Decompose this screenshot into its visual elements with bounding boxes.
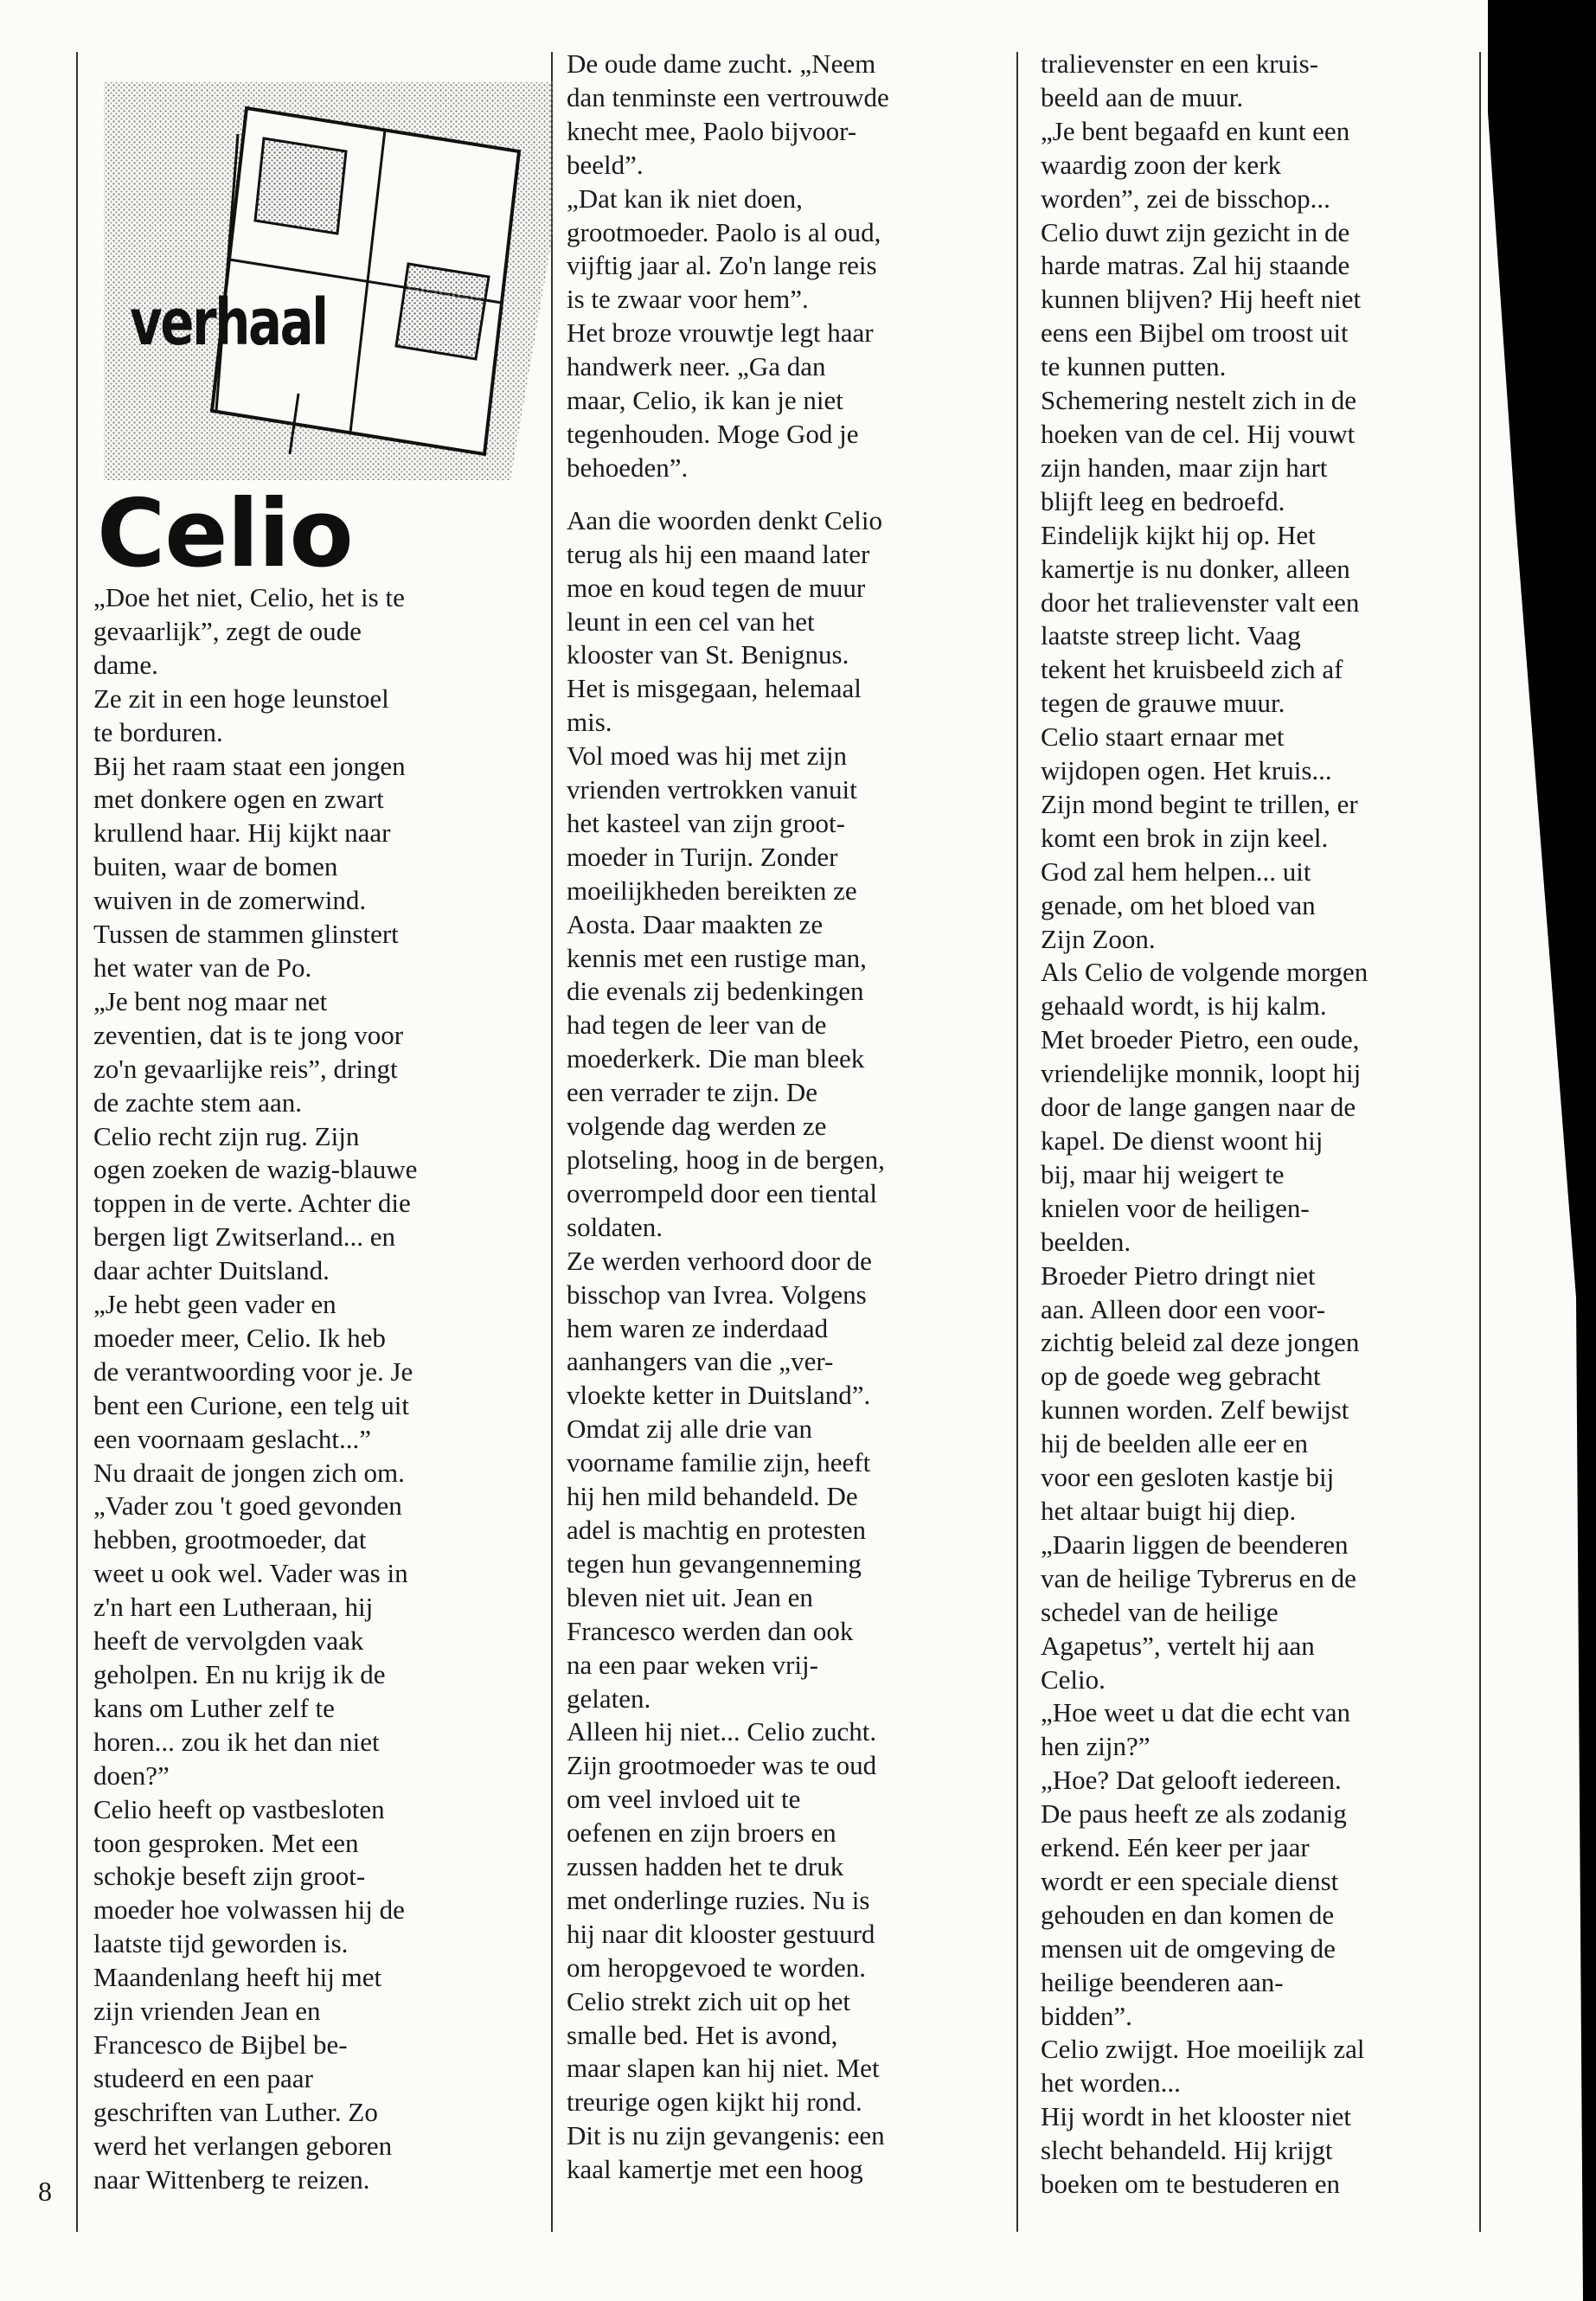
text-line: „Hoe? Dat gelooft iedereen.: [1041, 1765, 1342, 1796]
text-line: wijdopen ogen. Het kruis...: [1041, 755, 1332, 786]
text-line: „Vader zou 't goed gevonden: [93, 1490, 402, 1522]
text-line: geschriften van Luther. Zo: [93, 2096, 378, 2127]
text-line: aanhangers van die „ver-: [567, 1346, 834, 1377]
text-line: Ze werden verhoord door de: [567, 1245, 872, 1276]
text-line: schokje beseft zijn groot-: [93, 1861, 366, 1892]
text-line: mensen uit de omgeving de: [1041, 1932, 1336, 1964]
text-line: moederkerk. Die man bleek: [567, 1043, 865, 1074]
text-line: komt een brok in zijn keel.: [1041, 822, 1329, 853]
page-number: 8: [38, 2176, 52, 2207]
text-line: erkend. Eén keer per jaar: [1041, 1832, 1310, 1863]
text-line: „Je bent nog maar net: [93, 985, 328, 1016]
text-line: waardig zoon der kerk: [1041, 149, 1282, 180]
text-line: adel is machtig en protesten: [567, 1514, 867, 1545]
text-line: om veel invloed uit te: [567, 1784, 801, 1815]
text-line: Het is misgegaan, helemaal: [567, 673, 862, 704]
text-line: leunt in een cel van het: [567, 606, 815, 637]
text-line: harde matras. Zal hij staande: [1041, 250, 1350, 281]
text-line: werd het verlangen geboren: [93, 2130, 393, 2161]
text-line: Dit is nu zijn gevangenis: een: [567, 2120, 885, 2151]
column-rule-2: [1016, 52, 1018, 2232]
text-line: Alleen hij niet... Celio zucht.: [567, 1716, 877, 1747]
text-line: bij, maar hij weigert te: [1041, 1158, 1285, 1189]
text-line: hij hen mild behandeld. De: [567, 1481, 858, 1512]
text-line: ogen zoeken de wazig-blauwe: [93, 1154, 418, 1185]
text-line: doen?”: [93, 1759, 170, 1791]
text-line: mis.: [567, 707, 612, 738]
text-line: Maandenlang heeft hij met: [93, 1962, 382, 1993]
text-line: „Doe het niet, Celio, het is te: [93, 582, 405, 612]
text-line: voorname familie zijn, heeft: [567, 1447, 871, 1478]
text-line: krullend haar. Hij kijkt naar: [93, 817, 391, 849]
text-line: De paus heeft ze als zodanig: [1041, 1798, 1347, 1830]
text-line: Celio heeft op vastbesloten: [93, 1793, 385, 1824]
text-line: handwerk neer. „Ga dan: [567, 351, 826, 382]
column-3: [1041, 48, 1368, 2202]
text-line: kunnen worden. Zelf bewijst: [1041, 1394, 1349, 1426]
text-line: maar, Celio, ik kan je niet: [567, 385, 843, 416]
column-2-top: [567, 48, 889, 485]
text-line: slecht behandeld. Hij krijgt: [1041, 2135, 1333, 2166]
text-line: laatste streep licht. Vaag: [1041, 620, 1301, 651]
column-rule-right: [1479, 52, 1481, 2232]
text-line: wuiven in de zomerwind.: [93, 885, 367, 916]
text-line: Aosta. Daar maakten ze: [567, 908, 824, 939]
window-illustration: [87, 48, 554, 489]
text-line: wordt er een speciale dienst: [1041, 1865, 1339, 1896]
text-line: tegenhouden. Moge God je: [567, 418, 859, 449]
text-line: Celio.: [1041, 1663, 1106, 1695]
text-line: Vol moed was hij met zijn: [567, 740, 848, 772]
text-line: moeder hoe volwassen hij de: [93, 1894, 405, 1926]
text-line: zo'n gevaarlijke reis”, dringt: [93, 1053, 398, 1084]
text-line: maar slapen kan hij niet. Met: [567, 2053, 880, 2084]
text-line: Als Celio de volgende morgen: [1041, 957, 1368, 988]
text-line: „Je hebt geen vader en: [93, 1289, 337, 1320]
text-line: die evenals zij bedenkingen: [567, 976, 864, 1007]
text-line: het worden...: [1041, 2067, 1181, 2099]
text-line: Broeder Pietro dringt niet: [1041, 1259, 1316, 1291]
column-2-bottom: [567, 504, 889, 2187]
text-line: hij naar dit klooster gestuurd: [567, 1918, 875, 1949]
text-line: genade, om het bloed van: [1041, 889, 1316, 920]
text-line: tegen de grauwe muur.: [1041, 688, 1285, 719]
text-line: dame.: [93, 649, 158, 680]
text-line: eens een Bijbel om troost uit: [1041, 317, 1349, 349]
text-line: „Hoe weet u dat die echt van: [1041, 1697, 1351, 1728]
text-line: Met broeder Pietro, een oude,: [1041, 1024, 1360, 1055]
text-line: vriendelijke monnik, loopt hij: [1041, 1058, 1362, 1089]
text-line: weet u ook wel. Vader was in: [93, 1558, 408, 1589]
text-line: beelden.: [1041, 1226, 1131, 1257]
text-line: zijn vrienden Jean en: [93, 1996, 321, 2027]
text-line: Celio recht zijn rug. Zijn: [93, 1120, 360, 1151]
text-line: De oude dame zucht. „Neem: [567, 48, 876, 79]
text-line: grootmoeder. Paolo is al oud,: [567, 216, 881, 247]
text-line: kunnen blijven? Hij heeft niet: [1041, 284, 1362, 315]
text-line: het water van de Po.: [93, 952, 312, 983]
text-line: bent een Curione, een telg uit: [93, 1389, 409, 1420]
text-line: gehouden en dan komen de: [1041, 1899, 1335, 1930]
text-line: hen zijn?”: [1041, 1731, 1151, 1762]
text-line: z'n hart een Lutheraan, hij: [93, 1592, 374, 1623]
text-line: tekent het kruisbeeld zich af: [1041, 654, 1343, 685]
text-line: blijft leeg en bedroefd.: [1041, 485, 1285, 516]
edge-black-wedge: [1481, 0, 1596, 2301]
text-line: oefenen en zijn broers en: [567, 1817, 836, 1849]
text-line: vloekte ketter in Duitsland”.: [567, 1380, 871, 1411]
text-line: tegen hun gevangenneming: [567, 1548, 862, 1579]
text-line: tralievenster en een kruis-: [1041, 48, 1319, 79]
text-line: Celio duwt zijn gezicht in de: [1041, 216, 1350, 247]
text-line: geholpen. En nu krijg ik de: [93, 1659, 386, 1689]
column-1: [93, 581, 417, 2197]
column-2: [567, 48, 889, 2187]
text-line: een verrader te zijn. De: [567, 1077, 818, 1108]
text-line: zeventien, dat is te jong voor: [93, 1019, 404, 1050]
text-line: Ze zit in een hoge leunstoel: [93, 683, 389, 714]
text-line: „Je bent begaafd en kunt een: [1041, 115, 1350, 146]
text-line: Hij wordt in het klooster niet: [1041, 2101, 1352, 2132]
text-line: moeder in Turijn. Zonder: [567, 841, 838, 872]
text-line: kans om Luther zelf te: [93, 1692, 335, 1723]
text-line: de verantwoording voor je. Je: [93, 1356, 413, 1387]
text-line: laatste tijd geworden is.: [93, 1928, 349, 1959]
text-line: gevaarlijk”, zegt de oude: [93, 615, 362, 646]
text-line: Celio strekt zich uit op het: [567, 1985, 851, 2016]
text-line: door de lange gangen naar de: [1041, 1092, 1356, 1123]
text-line: daar achter Duitsland.: [93, 1255, 330, 1286]
text-line: te kunnen putten.: [1041, 351, 1227, 382]
text-line: schedel van de heilige: [1041, 1596, 1279, 1627]
text-line: Agapetus”, vertelt hij aan: [1041, 1630, 1315, 1661]
text-line: gelaten.: [567, 1682, 651, 1714]
text-line: Het broze vrouwtje legt haar: [567, 317, 874, 349]
section-label: verhaal: [130, 285, 327, 360]
text-line: vijftig jaar al. Zo'n lange reis: [567, 250, 877, 281]
text-line: hem waren ze inderdaad: [567, 1312, 829, 1343]
paragraph-gap: [567, 485, 889, 504]
text-line: Eindelijk kijkt hij op. Het: [1041, 519, 1316, 550]
text-line: heilige beenderen aan-: [1041, 1966, 1284, 1997]
text-line: zijn handen, maar zijn hart: [1041, 452, 1328, 483]
text-line: had tegen de leer van de: [567, 1009, 827, 1041]
text-line: Celio zwijgt. Hoe moeilijk zal: [1041, 2034, 1365, 2065]
text-line: studeerd en een paar: [93, 2062, 313, 2093]
text-line: Schemering nestelt zich in de: [1041, 385, 1356, 416]
text-line: knecht mee, Paolo bijvoor-: [567, 115, 857, 146]
text-line: hoeken van de cel. Hij vouwt: [1041, 418, 1356, 449]
text-line: de zachte stem aan.: [93, 1086, 302, 1118]
text-line: moeilijkheden bereikten ze: [567, 875, 857, 906]
text-line: het kasteel van zijn groot-: [567, 807, 845, 838]
text-line: zichtig beleid zal deze jongen: [1041, 1327, 1360, 1358]
text-line: zussen hadden het te druk: [567, 1851, 844, 1882]
text-line: bisschop van Ivrea. Volgens: [567, 1279, 867, 1310]
text-line: Nu draait de jongen zich om.: [93, 1457, 405, 1488]
text-line: heeft de vervolgden vaak: [93, 1625, 364, 1657]
text-line: beeld”.: [567, 149, 644, 180]
text-line: met onderlinge ruzies. Nu is: [567, 1884, 870, 1915]
text-line: Francesco werden dan ook: [567, 1615, 854, 1646]
text-line: worden”, zei de bisschop...: [1041, 183, 1330, 214]
text-line: overrompeld door een tiental: [567, 1177, 877, 1208]
column-rule-left: [76, 52, 78, 2232]
text-line: naar Wittenberg te reizen.: [93, 2163, 370, 2195]
text-line: kamertje is nu donker, alleen: [1041, 553, 1350, 584]
text-line: toon gesproken. Met een: [93, 1827, 359, 1858]
text-line: Omdat zij alle drie van: [567, 1413, 813, 1445]
text-line: terug als hij een maand later: [567, 538, 870, 569]
text-line: vrienden vertrokken vanuit: [567, 774, 857, 805]
text-line: te borduren.: [93, 716, 223, 747]
text-line: Aan die woorden denkt Celio: [567, 504, 883, 535]
text-line: het altaar buigt hij diep.: [1041, 1495, 1297, 1526]
text-line: klooster van St. Benignus.: [567, 639, 849, 670]
text-line: smalle bed. Het is avond,: [567, 2019, 838, 2050]
text-line: na een paar weken vrij-: [567, 1649, 818, 1680]
text-line: dan tenminste een vertrouwde: [567, 81, 889, 112]
text-line: knielen voor de heiligen-: [1041, 1192, 1310, 1223]
text-line: Zijn Zoon.: [1041, 923, 1156, 954]
text-line: gehaald wordt, is hij kalm.: [1041, 990, 1327, 1022]
text-line: bergen ligt Zwitserland... en: [93, 1221, 395, 1253]
text-line: is te zwaar voor hem”.: [567, 284, 809, 315]
text-line: hebben, grootmoeder, dat: [93, 1524, 367, 1555]
text-line: Tussen de stammen glinstert: [93, 919, 399, 950]
text-line: behoeden”.: [567, 452, 689, 483]
text-line: beeld aan de muur.: [1041, 81, 1244, 112]
text-line: door het tralievenster valt een: [1041, 586, 1360, 618]
text-line: moeder meer, Celio. Ik heb: [93, 1322, 386, 1353]
text-line: Bij het raam staat een jongen: [93, 750, 406, 781]
text-line: kennis met een rustige man,: [567, 942, 867, 973]
text-line: buiten, waar de bomen: [93, 851, 338, 882]
text-line: volgende dag werden ze: [567, 1111, 827, 1142]
text-line: Zijn mond begint te trillen, er: [1041, 788, 1358, 819]
text-line: bleven niet uit. Jean en: [567, 1581, 813, 1612]
text-line: treurige ogen kijkt hij rond.: [567, 2086, 862, 2118]
text-line: bidden”.: [1041, 2000, 1132, 2031]
text-line: hij de beelden alle eer en: [1041, 1428, 1308, 1459]
text-line: kapel. De dienst woont hij: [1041, 1125, 1324, 1156]
text-line: soldaten.: [567, 1211, 663, 1242]
text-line: op de goede weg gebracht: [1041, 1361, 1321, 1392]
text-line: boeken om te bestuderen en: [1041, 2169, 1341, 2200]
text-line: Francesco de Bijbel be-: [93, 2029, 348, 2060]
text-line: Celio staart ernaar met: [1041, 721, 1285, 753]
text-line: voor een gesloten kastje bij: [1041, 1462, 1335, 1493]
story-title: Celio: [97, 480, 353, 588]
text-line: horen... zou ik het dan niet: [93, 1726, 380, 1757]
text-line: een voornaam geslacht...”: [93, 1423, 372, 1454]
text-line: plotseling, hoog in de bergen,: [567, 1144, 885, 1175]
text-line: „Daarin liggen de beenderen: [1041, 1529, 1349, 1560]
text-line: toppen in de verte. Achter die: [93, 1188, 411, 1219]
text-line: „Dat kan ik niet doen,: [567, 183, 803, 214]
text-line: om heropgevoed te worden.: [567, 1952, 867, 1983]
text-line: van de heilige Tybrerus en de: [1041, 1562, 1356, 1593]
text-line: moe en koud tegen de muur: [567, 572, 866, 603]
text-line: met donkere ogen en zwart: [93, 784, 384, 815]
text-line: God zal hem helpen... uit: [1041, 856, 1311, 887]
text-line: Zijn grootmoeder was te oud: [567, 1750, 877, 1781]
text-line: aan. Alleen door een voor-: [1041, 1293, 1326, 1324]
text-line: kaal kamertje met een hoog: [567, 2154, 863, 2185]
